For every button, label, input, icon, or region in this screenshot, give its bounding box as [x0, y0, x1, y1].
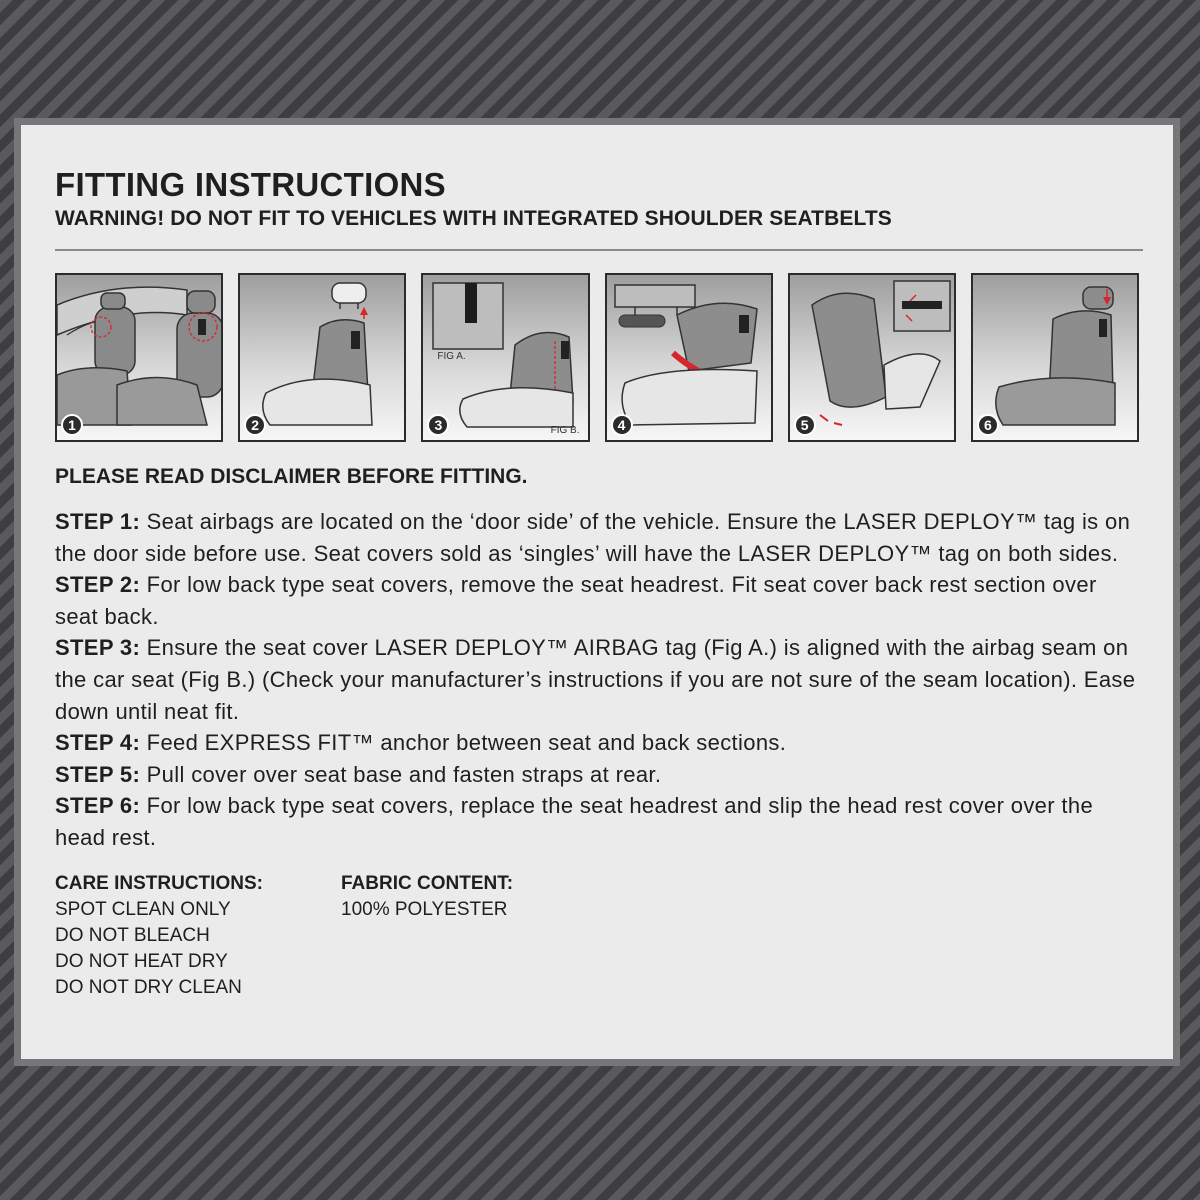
step-label: STEP 1: — [55, 509, 141, 534]
figure-number: 5 — [794, 414, 816, 436]
fabric-content — [341, 871, 513, 1001]
care-fabric-section — [55, 871, 1139, 1001]
step-text: Feed EXPRESS FIT™ anchor between seat and back sections. — [140, 730, 787, 756]
car-interior-seats-illustration — [57, 275, 222, 440]
warning-text: WARNING! DO NOT FIT TO VEHICLES WITH INTEGRATED SHOULDER SEATBELTS — [55, 207, 892, 230]
instruction-card-body — [21, 125, 1173, 1059]
step-5 — [55, 759, 1145, 791]
step-2 — [55, 569, 1145, 632]
step-label: STEP 3: — [55, 635, 141, 661]
rear-straps-illustration — [790, 275, 955, 440]
step-label: STEP 2: — [55, 572, 141, 598]
instruction-card — [14, 118, 1180, 1066]
divider — [55, 249, 1143, 251]
express-fit-anchor-illustration — [607, 275, 772, 440]
figure-number: 4 — [611, 414, 633, 436]
care-item: DO NOT HEAT DRY — [55, 950, 228, 972]
care-item: DO NOT DRY CLEAN — [55, 976, 242, 998]
step-4 — [55, 727, 1145, 759]
care-instructions — [55, 871, 341, 1001]
figure-1 — [55, 273, 223, 442]
step-label: STEP 6: — [55, 793, 141, 819]
step-text: For low back type seat covers, replace the seat headrest and slip the head rest cover over the head rest. — [55, 793, 1094, 850]
fig-b-label: FIG B. — [550, 425, 580, 436]
step-text: Pull cover over seat base and fasten straps at rear. — [140, 761, 662, 787]
figure-2 — [238, 273, 406, 442]
figure-strip — [55, 273, 1139, 442]
fabric-value: 100% POLYESTER — [341, 898, 508, 920]
step-text: Ensure the seat cover LASER DEPLOY™ AIRBAG tag (Fig A.) is aligned with the airbag seam on the car seat (Fig B.) (Check your manufacturer’s instructions if you are not sure of the seam location). Ease down until neat fit. — [55, 635, 1136, 724]
care-item: SPOT CLEAN ONLY — [55, 898, 231, 920]
seat-headrest-removed-illustration — [240, 275, 405, 440]
figure-6 — [971, 273, 1139, 442]
step-label: STEP 4: — [55, 730, 141, 756]
page-title: FITTING INSTRUCTIONS — [55, 166, 446, 203]
care-heading: CARE INSTRUCTIONS: — [55, 872, 263, 894]
step-text: For low back type seat covers, remove the seat headrest. Fit seat cover back rest section over seat back. — [55, 572, 1097, 629]
figure-number: 6 — [977, 414, 999, 436]
figure-number: 2 — [244, 414, 266, 436]
completed-seat-cover-illustration — [973, 275, 1138, 440]
figure-number: 3 — [427, 414, 449, 436]
step-6 — [55, 790, 1145, 853]
figure-5 — [788, 273, 956, 442]
step-1 — [55, 506, 1145, 569]
step-3 — [55, 632, 1145, 727]
step-label: STEP 5: — [55, 761, 141, 787]
figure-3 — [421, 273, 589, 442]
figure-4 — [605, 273, 773, 442]
step-text: Seat airbags are located on the ‘door side’ of the vehicle. Ensure the LASER DEPLOY™ tag is on the door side before use. Seat covers sold as ‘singles’ will have the LASER DEPLOY™ tag on both sides. — [55, 509, 1131, 566]
care-item: DO NOT BLEACH — [55, 924, 210, 946]
fabric-heading: FABRIC CONTENT: — [341, 872, 514, 894]
figure-number: 1 — [61, 414, 83, 436]
steps-list — [55, 506, 1145, 854]
fig-a-label: FIG A. — [437, 351, 466, 362]
disclaimer-notice: PLEASE READ DISCLAIMER BEFORE FITTING. — [55, 465, 528, 488]
